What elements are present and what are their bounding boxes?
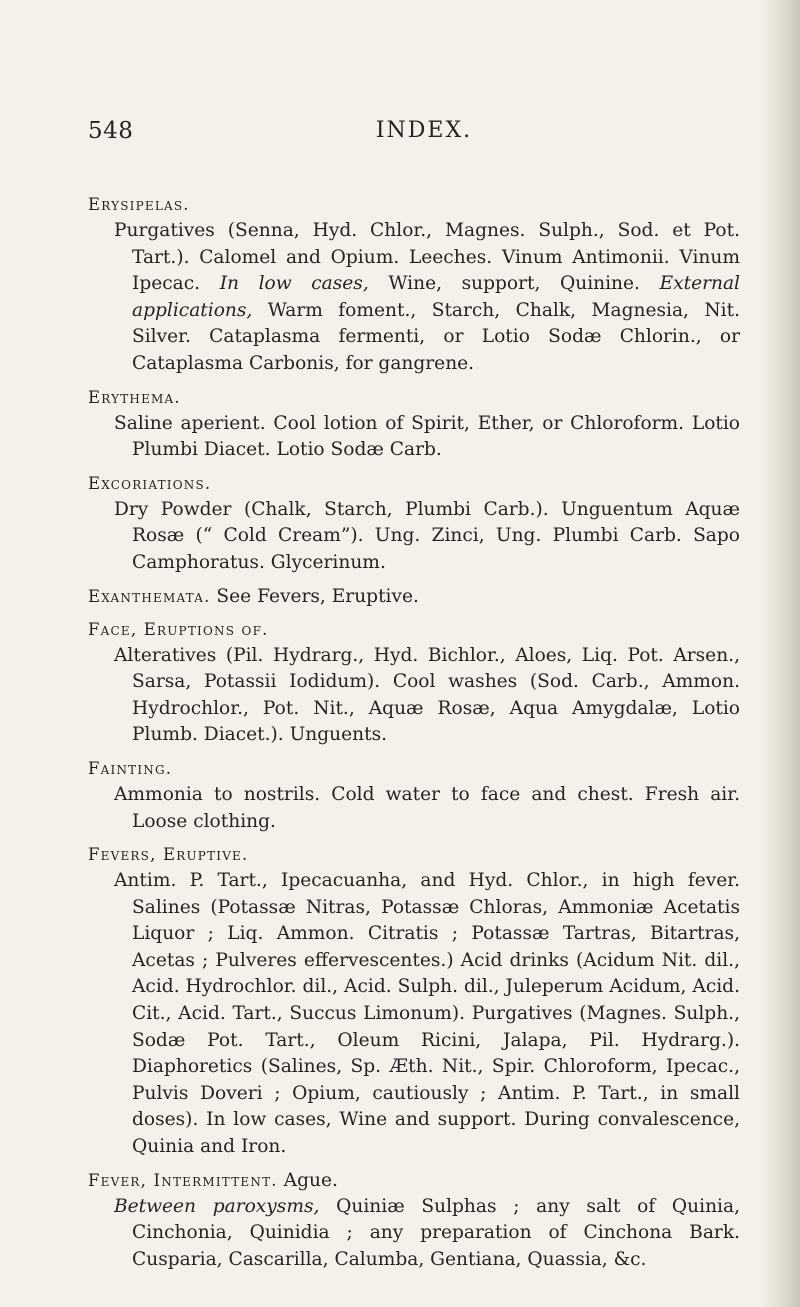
entry-body: Dry Powder (Chalk, Starch, Plumbi Carb.). Unguentum Aquæ Rosæ (“ Cold Cream”). Ung. Zinci, Ung. Plumbi Carb. Sapo Camphoratus. Glycerinum. (114, 498, 740, 573)
index-entry-excoriations (88, 471, 740, 577)
entry-heading: Erysipelas. (88, 195, 190, 214)
index-entry-erythema (88, 385, 740, 464)
entry-heading: Excoriations. (88, 473, 212, 493)
entry-body: Saline aperient. Cool lotion of Spirit, Ether, or Chloroform. Lotio Plumbi Diacet. Lotio Sodæ Carb. (114, 412, 740, 461)
entry-heading-inline: Fever, Intermittent. Ague. (88, 1169, 338, 1191)
index-content (88, 192, 740, 1280)
index-entry-fever-intermittent (88, 1168, 740, 1274)
entry-body: Between paroxysms, Quiniæ Sulphas ; any salt of Quinia, Cinchonia, Quinidia ; any preparation of Cinchona Bark. Cusparia, Cascarilla, Calumba, Gentiana, Quassia, &c. (114, 1195, 741, 1270)
index-entry-fainting (88, 756, 740, 835)
entry-heading: Erythema. (88, 387, 181, 407)
page-edge-shadow (760, 0, 800, 1307)
index-entry-face-eruptions (88, 617, 740, 749)
entry-heading: Face, Eruptions of. (88, 619, 269, 639)
index-entry-exanthemata (88, 584, 740, 610)
entry-body: Alteratives (Pil. Hydrarg., Hyd. Bichlor., Aloes, Liq. Pot. Arsen., Sarsa, Potassii Iodidum). Cool washes (Sod. Carb., Ammon. Hydrochlor., Pot. Nit., Aquæ Rosæ, Aqua Amygdalæ, Lotio Plumb. Diacet.). Unguents. (114, 644, 740, 746)
running-title: INDEX. (375, 118, 473, 143)
index-entry-erysipelas (88, 192, 740, 378)
page-number: 548 (88, 118, 134, 144)
entry-body: Ammonia to nostrils. Cold water to face and chest. Fresh air. Loose clothing. (114, 783, 740, 832)
entry-heading: Fainting. (88, 758, 173, 778)
entry-body: Antim. P. Tart., Ipecacuanha, and Hyd. Chlor., in high fever. Salines (Potassæ Nitras, Potassæ Chloras, Ammoniæ Acetatis Liquor ; Liq. Ammon. Citratis ; Potassæ Tartras, Bitartras, Acetas ; Pulveres effervescentes.) Acid drinks (Acidum Nit. dil., Acid. Hydrochlor. dil., Acid. Sulph. dil., Juleperum Acidum, Acid. Cit., Acid. Tart., Succus Limonum). Purgatives (Magnes. Sulph., Sodæ Pot. Tart., Oleum Ricini, Jalapa, Pil. Hydrarg.). Diaphoretics (Salines, Sp. Æth. Nit., Spir. Chloroform, Ipecac., Pulvis Doveri ; Opium, cautiously ; Antim. P. Tart., in small doses). In low cases, Wine and support. During convalescence, Quinia and Iron. (114, 870, 740, 1158)
page-header (88, 118, 730, 148)
entry-body: Purgatives (Senna, Hyd. Chlor., Magnes. Sulph., Sod. et Pot. Tart.). Calomel and Opium. Leeches. Vinum Antimonii. Vinum Ipecac. In low cases, Wine, support, Quinine. External applications, Warm foment., Starch, Chalk, Magnesia, Nit. Silver. Cataplasma fermenti, or Lotio Sodæ Chlorin., or Cataplasma Carbonis, for gangrene. (114, 220, 740, 374)
entry-heading-inline: Exanthemata. See Fevers, Eruptive. (88, 585, 419, 607)
index-entry-fevers-eruptive (88, 842, 740, 1161)
entry-heading: Fevers, Eruptive. (88, 845, 249, 865)
